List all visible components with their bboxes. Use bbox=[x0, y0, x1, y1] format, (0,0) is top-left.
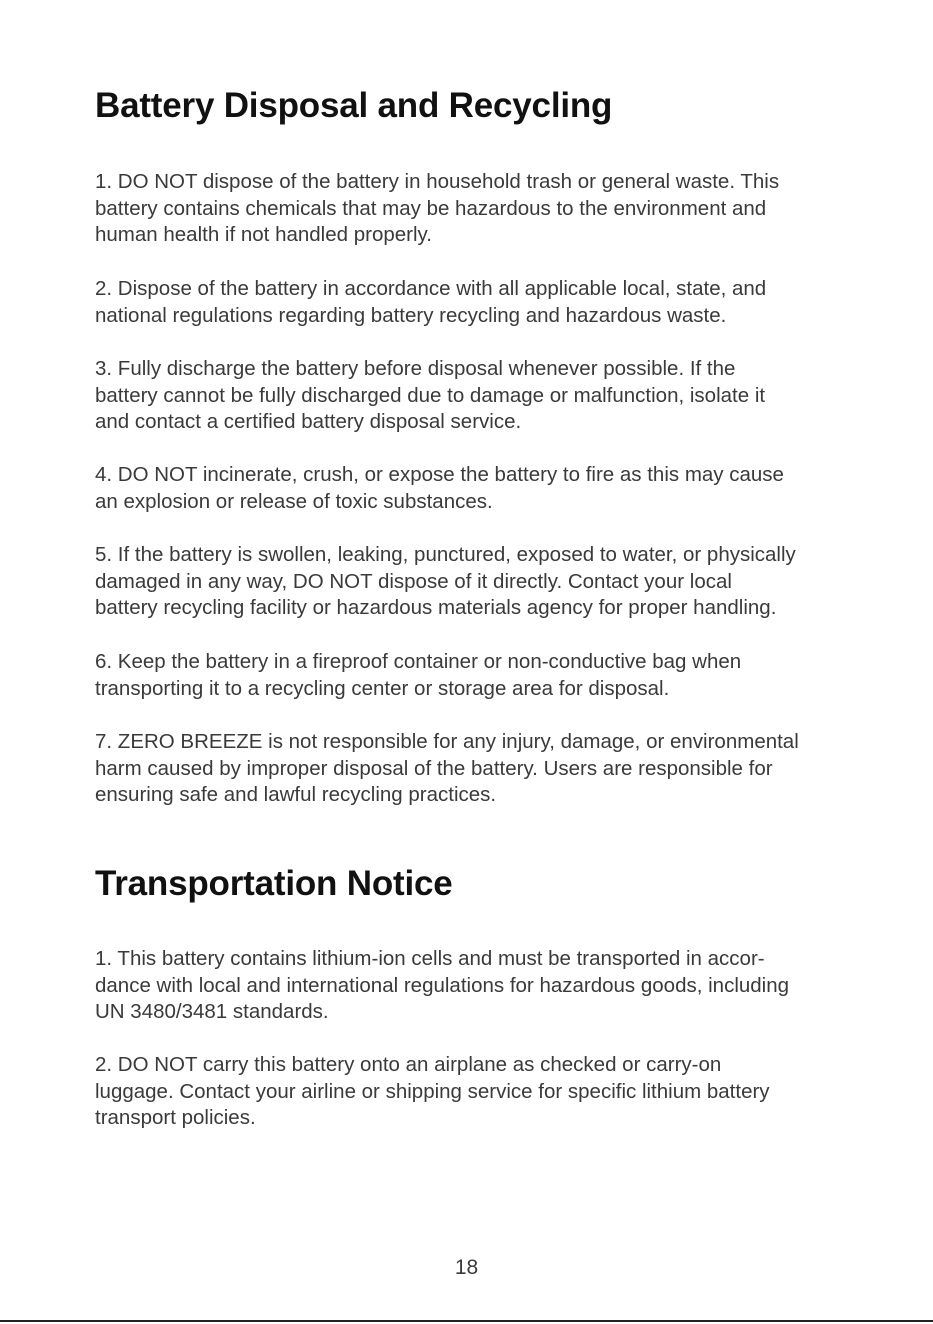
disposal-item-4 bbox=[95, 462, 855, 515]
transport-item-2 bbox=[95, 1052, 855, 1132]
text-line: human health if not handled properly. bbox=[95, 223, 432, 247]
section-title-battery-disposal: Battery Disposal and Recycling bbox=[95, 86, 613, 125]
text-line: 6. Keep the battery in a fireproof container or non-conductive bag when bbox=[95, 650, 742, 673]
text-line: UN 3480/3481 standards. bbox=[95, 1000, 329, 1024]
page-number: 18 bbox=[454, 1256, 479, 1279]
text-line: 4. DO NOT incinerate, crush, or expose the battery to fire as this may cause bbox=[95, 463, 784, 486]
text-line: 2. Dispose of the battery in accordance with all applicable local, state, and bbox=[95, 277, 767, 300]
transport-item-1 bbox=[95, 946, 855, 1026]
text-line: luggage. Contact your airline or shipping service for specific lithium battery bbox=[95, 1079, 770, 1103]
section-title-transportation-notice: Transportation Notice bbox=[95, 864, 453, 903]
text-line: ensuring safe and lawful recycling practices. bbox=[95, 783, 497, 807]
page-bottom-divider bbox=[0, 1320, 933, 1322]
text-line: and contact a certified battery disposal service. bbox=[95, 410, 522, 434]
text-line: dance with local and international regulations for hazardous goods, including bbox=[95, 973, 790, 997]
text-line: battery recycling facility or hazardous materials agency for proper handling. bbox=[95, 596, 777, 620]
text-line: 1. DO NOT dispose of the battery in household trash or general waste. This bbox=[95, 170, 780, 193]
text-line: an explosion or release of toxic substances. bbox=[95, 489, 493, 513]
text-line: transporting it to a recycling center or storage area for disposal. bbox=[95, 676, 670, 700]
disposal-item-5 bbox=[95, 542, 855, 622]
text-line: 1. This battery contains lithium-ion cells and must be transported in accor- bbox=[95, 947, 765, 970]
text-line: battery cannot be fully discharged due to damage or malfunction, isolate it bbox=[95, 383, 766, 407]
text-line: 7. ZERO BREEZE is not responsible for any injury, damage, or environmental bbox=[95, 730, 799, 753]
disposal-item-1 bbox=[95, 169, 855, 249]
text-line: battery contains chemicals that may be hazardous to the environment and bbox=[95, 196, 767, 220]
text-line: transport policies. bbox=[95, 1106, 256, 1130]
disposal-item-3 bbox=[95, 356, 855, 436]
text-line: national regulations regarding battery recycling and hazardous waste. bbox=[95, 303, 727, 327]
text-line: harm caused by improper disposal of the battery. Users are responsible for bbox=[95, 756, 773, 780]
disposal-item-7 bbox=[95, 729, 855, 809]
disposal-item-2 bbox=[95, 276, 855, 329]
text-line: 3. Fully discharge the battery before disposal whenever possible. If the bbox=[95, 357, 736, 380]
text-line: 5. If the battery is swollen, leaking, punctured, exposed to water, or physically bbox=[95, 543, 796, 566]
text-line: 2. DO NOT carry this battery onto an airplane as checked or carry-on bbox=[95, 1053, 722, 1076]
disposal-item-6 bbox=[95, 649, 855, 702]
text-line: damaged in any way, DO NOT dispose of it directly. Contact your local bbox=[95, 569, 732, 593]
